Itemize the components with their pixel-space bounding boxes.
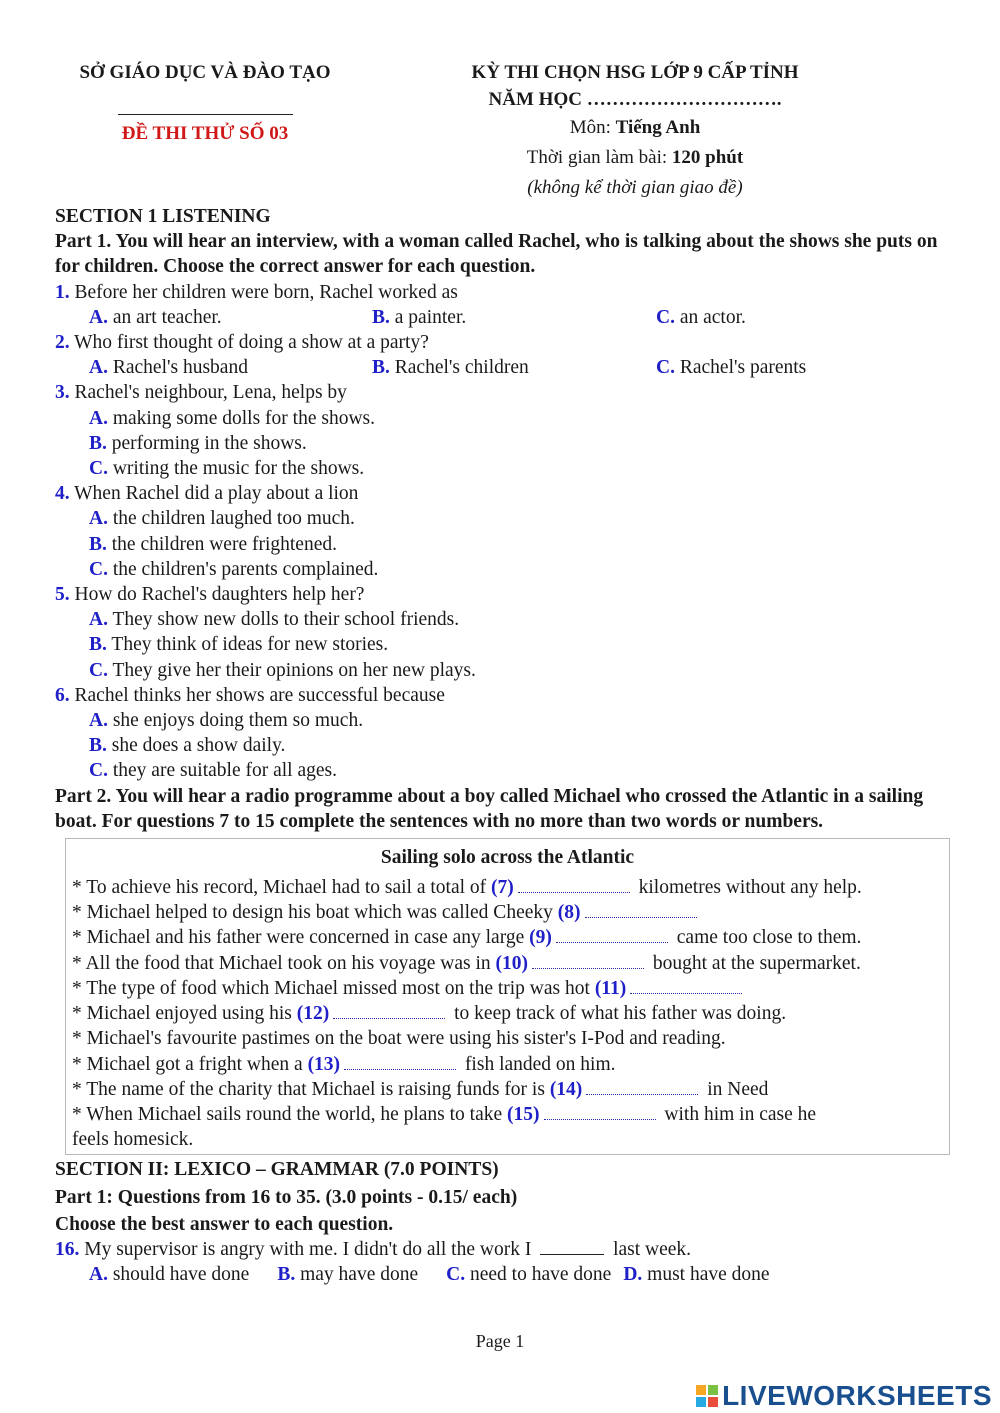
question-number: 2. bbox=[55, 332, 70, 354]
question-text: last week. bbox=[608, 1238, 692, 1260]
option-letter: A. bbox=[89, 508, 108, 530]
option-letter: A. bbox=[89, 357, 108, 379]
option-a[interactable] bbox=[55, 506, 950, 531]
pastimes-line: * Michael's favourite pastimes on the boat were using his sister's I-Pod and reading. bbox=[72, 1028, 726, 1050]
part1-title: Part 1. You will hear an interview, with a woman called Rachel, who is talking about the shows she puts on for children. Choose the correct answer for each question. bbox=[55, 231, 938, 278]
school-year: NĂM HỌC …………………………. bbox=[488, 89, 782, 110]
option-c[interactable] bbox=[446, 1262, 611, 1287]
answer-gap-7[interactable] bbox=[518, 879, 630, 893]
option-text: They think of ideas for new stories. bbox=[106, 634, 389, 656]
question-16 bbox=[55, 1237, 950, 1262]
option-text: an actor. bbox=[674, 306, 746, 328]
logo-text: LIVEWORKSHEETS bbox=[722, 1380, 992, 1411]
option-letter: C. bbox=[89, 659, 108, 681]
gap-number: (13) bbox=[307, 1053, 341, 1075]
question-text: Rachel's neighbour, Lena, helps by bbox=[69, 382, 347, 404]
option-c[interactable] bbox=[656, 305, 746, 330]
gap-line-9 bbox=[72, 925, 943, 950]
logo-mark-icon bbox=[696, 1385, 718, 1407]
option-text: Rachel's children bbox=[389, 357, 529, 379]
answer-gap-8[interactable] bbox=[585, 904, 697, 918]
gap-line-15 bbox=[72, 1102, 943, 1127]
line-text: kilometres without any help. bbox=[633, 877, 862, 899]
gap-number: (7) bbox=[491, 877, 514, 899]
option-letter: B. bbox=[372, 357, 390, 379]
option-letter: C. bbox=[656, 357, 675, 379]
answer-blank-16[interactable] bbox=[540, 1241, 604, 1255]
answer-gap-11[interactable] bbox=[630, 980, 742, 994]
answer-gap-15[interactable] bbox=[544, 1106, 656, 1120]
option-a[interactable] bbox=[55, 607, 950, 632]
line-text: with him in case he bbox=[659, 1103, 817, 1125]
option-a[interactable] bbox=[89, 305, 372, 330]
option-letter: A. bbox=[89, 1264, 108, 1286]
time-note: (không kể thời gian giao đề) bbox=[527, 177, 743, 198]
option-text: an art teacher. bbox=[107, 306, 222, 328]
question-5 bbox=[55, 582, 950, 607]
option-text: They show new dolls to their school friends. bbox=[107, 609, 460, 631]
line-text: came too close to them. bbox=[671, 927, 862, 949]
option-letter: B. bbox=[277, 1264, 296, 1286]
question-number: 6. bbox=[55, 684, 70, 706]
line-text: fish landed on him. bbox=[460, 1053, 616, 1075]
option-text: Rachel's parents bbox=[674, 357, 807, 379]
answer-gap-13[interactable] bbox=[344, 1056, 456, 1070]
question-number: 5. bbox=[55, 584, 70, 606]
option-text: They give her their opinions on her new plays. bbox=[107, 659, 476, 681]
gap-line-11 bbox=[72, 976, 943, 1001]
question-1-options bbox=[55, 305, 950, 330]
option-text: should have done bbox=[107, 1264, 250, 1286]
option-letter: A. bbox=[89, 609, 108, 631]
section2-part1-title: Part 1: Questions from 16 to 35. (3.0 points - 0.15/ each) bbox=[55, 1186, 518, 1208]
question-1 bbox=[55, 280, 950, 305]
line-text: * To achieve his record, Michael had to sail a total of bbox=[72, 877, 492, 899]
gap-line-13 bbox=[72, 1052, 943, 1077]
line-text: * The type of food which Michael missed most on the trip was hot bbox=[72, 977, 595, 999]
option-b[interactable] bbox=[55, 632, 950, 657]
question-number: 4. bbox=[55, 483, 70, 505]
department-name: SỞ GIÁO DỤC VÀ ĐÀO TẠO bbox=[79, 62, 331, 83]
option-text: a painter. bbox=[389, 306, 467, 328]
section2-instruction: Choose the best answer to each question. bbox=[55, 1213, 394, 1235]
option-text: the children's parents complained. bbox=[107, 558, 379, 580]
option-letter: C. bbox=[89, 760, 108, 782]
question-text: Who first thought of doing a show at a party? bbox=[69, 332, 429, 354]
header-left bbox=[60, 62, 350, 145]
question-number: 1. bbox=[55, 281, 70, 303]
option-a[interactable] bbox=[55, 406, 950, 431]
gap-line-10 bbox=[72, 951, 943, 976]
line-text: * All the food that Michael took on his voyage was in bbox=[72, 952, 496, 974]
gap-number: (11) bbox=[594, 977, 627, 999]
question-4 bbox=[55, 481, 950, 506]
question-number: 16. bbox=[55, 1238, 80, 1260]
question-text: Rachel thinks her shows are successful because bbox=[69, 684, 445, 706]
line-text: to keep track of what his father was doing. bbox=[449, 1003, 787, 1025]
option-b[interactable] bbox=[372, 355, 656, 380]
answer-gap-12[interactable] bbox=[333, 1005, 445, 1019]
question-16-options bbox=[55, 1262, 950, 1287]
test-number: ĐỀ THI THỬ SỐ 03 bbox=[121, 123, 289, 144]
gap-number: (8) bbox=[557, 902, 581, 924]
option-letter: B. bbox=[372, 306, 390, 328]
question-text: How do Rachel's daughters help her? bbox=[69, 584, 365, 606]
option-letter: D. bbox=[623, 1264, 643, 1286]
option-letter: B. bbox=[89, 634, 107, 656]
question-text: Before her children were born, Rachel worked as bbox=[69, 281, 458, 303]
header-divider bbox=[118, 114, 293, 115]
line-text: * When Michael sails round the world, he plans to take bbox=[72, 1103, 508, 1125]
option-text: need to have done bbox=[465, 1264, 612, 1286]
line-text: * Michael helped to design his boat which was called Cheeky bbox=[72, 902, 558, 924]
option-a[interactable] bbox=[89, 355, 372, 380]
question-6 bbox=[55, 683, 950, 708]
subject-label: Môn: bbox=[569, 117, 616, 138]
option-text: Rachel's husband bbox=[107, 357, 248, 379]
header-right bbox=[400, 62, 870, 201]
option-letter: C. bbox=[89, 458, 108, 480]
option-c[interactable] bbox=[55, 557, 950, 582]
option-c[interactable] bbox=[55, 758, 950, 783]
option-c[interactable] bbox=[656, 355, 806, 380]
time-label: Thời gian làm bài: bbox=[526, 147, 672, 168]
question-text: My supervisor is angry with me. I didn't do all the work I bbox=[79, 1238, 537, 1260]
part2-title: Part 2. You will hear a radio programme about a boy called Michael who crossed the Atlantic in a sailing boat. For questions 7 to 15 complete the sentences with no more than two words or numbers. bbox=[55, 785, 924, 832]
gap-line-15-cont: feels homesick. bbox=[72, 1129, 194, 1151]
sailing-box bbox=[65, 838, 950, 1155]
gap-line-8 bbox=[72, 900, 943, 925]
question-2 bbox=[55, 330, 950, 355]
liveworksheets-logo bbox=[696, 1380, 992, 1412]
gap-number: (15) bbox=[507, 1103, 540, 1125]
subject-line bbox=[400, 114, 870, 141]
option-letter: A. bbox=[89, 710, 108, 732]
line-text: in Need bbox=[702, 1078, 769, 1100]
exam-content bbox=[55, 204, 950, 1287]
option-a[interactable] bbox=[89, 1262, 249, 1287]
option-letter: C. bbox=[446, 1264, 466, 1286]
gap-number: (12) bbox=[296, 1003, 330, 1025]
option-letter: B. bbox=[89, 735, 107, 757]
option-d[interactable] bbox=[623, 1262, 769, 1287]
time-value: 120 phút bbox=[671, 147, 744, 168]
line-text: * Michael and his father were concerned in case any large bbox=[72, 927, 530, 949]
option-b[interactable] bbox=[372, 305, 656, 330]
question-3 bbox=[55, 380, 950, 405]
gap-number: (10) bbox=[495, 952, 529, 974]
option-b[interactable] bbox=[55, 733, 950, 758]
option-letter: C. bbox=[89, 558, 108, 580]
gap-number: (9) bbox=[529, 927, 552, 949]
option-text: they are suitable for all ages. bbox=[107, 760, 337, 782]
option-text: she does a show daily. bbox=[106, 735, 286, 757]
line-text: * The name of the charity that Michael is raising funds for is bbox=[72, 1078, 550, 1100]
option-text: writing the music for the shows. bbox=[107, 458, 365, 480]
option-c[interactable] bbox=[55, 456, 950, 481]
option-c[interactable] bbox=[55, 658, 950, 683]
gap-line-12 bbox=[72, 1001, 943, 1026]
option-text: the children laughed too much. bbox=[107, 508, 355, 530]
gap-number: (14) bbox=[549, 1078, 583, 1100]
option-a[interactable] bbox=[55, 708, 950, 733]
option-text: performing in the shows. bbox=[106, 432, 307, 454]
option-b[interactable] bbox=[55, 431, 950, 456]
line-text: * Michael enjoyed using his bbox=[72, 1003, 297, 1025]
exam-title: KỲ THI CHỌN HSG LỚP 9 CẤP TỈNH bbox=[471, 62, 799, 83]
page-number: Page 1 bbox=[475, 1331, 525, 1351]
subject-value: Tiếng Anh bbox=[615, 117, 701, 138]
box-title: Sailing solo across the Atlantic bbox=[380, 847, 635, 869]
option-text: the children were frightened. bbox=[106, 533, 337, 555]
option-letter: C. bbox=[656, 306, 675, 328]
line-text: * Michael got a fright when a bbox=[72, 1053, 308, 1075]
option-letter: B. bbox=[89, 432, 107, 454]
question-number: 3. bbox=[55, 382, 70, 404]
option-b[interactable] bbox=[277, 1262, 418, 1287]
question-2-options bbox=[55, 355, 950, 380]
section2-title: SECTION II: LEXICO – GRAMMAR (7.0 POINTS) bbox=[55, 1159, 499, 1181]
option-text: may have done bbox=[295, 1264, 419, 1286]
question-text: When Rachel did a play about a lion bbox=[69, 483, 359, 505]
answer-gap-9[interactable] bbox=[556, 929, 668, 943]
option-text: she enjoys doing them so much. bbox=[107, 710, 364, 732]
answer-gap-10[interactable] bbox=[532, 955, 644, 969]
option-text: must have done bbox=[642, 1264, 770, 1286]
gap-line-7 bbox=[72, 875, 943, 900]
gap-line-14 bbox=[72, 1077, 943, 1102]
answer-gap-14[interactable] bbox=[586, 1081, 698, 1095]
option-letter: B. bbox=[89, 533, 107, 555]
option-letter: A. bbox=[89, 306, 108, 328]
option-letter: A. bbox=[89, 407, 108, 429]
option-b[interactable] bbox=[55, 532, 950, 557]
line-text: bought at the supermarket. bbox=[648, 952, 861, 974]
option-text: making some dolls for the shows. bbox=[107, 407, 375, 429]
time-line bbox=[400, 144, 870, 171]
section1-title: SECTION 1 LISTENING bbox=[55, 206, 271, 227]
